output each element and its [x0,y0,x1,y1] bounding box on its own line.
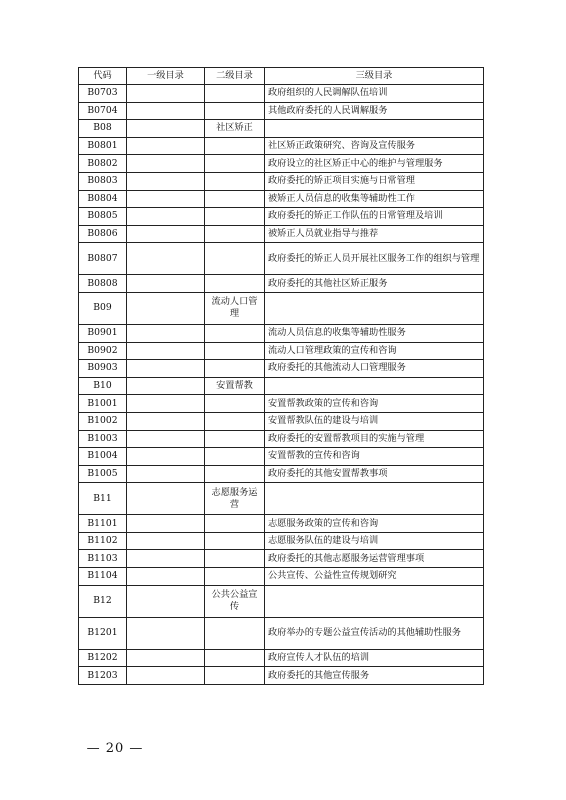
level2-cell [205,190,265,208]
level1-cell [127,617,205,649]
table-row [79,568,484,586]
table-row [79,617,484,649]
level2-cell [205,342,265,360]
level2-cell [205,208,265,226]
table-row [79,649,484,667]
level2-cell [205,102,265,120]
table-row [79,550,484,568]
level1-cell [127,85,205,103]
code-cell: B1201 [79,617,127,649]
level3-cell: 志愿服务队伍的建设与培训 [265,532,484,550]
level1-cell [127,395,205,413]
level2-cell [205,243,265,275]
code-cell: B0704 [79,102,127,120]
table-row [79,275,484,293]
code-cell: B1005 [79,465,127,483]
table-row [79,324,484,342]
code-cell: B0806 [79,225,127,243]
level3-cell: 政府委托的其他社区矫正服务 [265,275,484,293]
page-number: — 20 — [86,741,144,756]
code-cell: B1202 [79,649,127,667]
level2-cell: 安置帮教 [205,377,265,395]
code-cell: B1101 [79,515,127,533]
code-cell: B0801 [79,137,127,155]
level1-cell [127,412,205,430]
level2-cell [205,649,265,667]
level3-cell: 政府委托的矫正工作队伍的日常管理及培训 [265,208,484,226]
table-row [79,190,484,208]
level3-cell: 政府委托的矫正项目实施与日常管理 [265,172,484,190]
level2-cell [205,515,265,533]
level1-cell [127,225,205,243]
level2-cell [205,667,265,685]
level2-cell [205,360,265,378]
level2-cell [205,465,265,483]
code-cell: B0805 [79,208,127,226]
code-cell: B1102 [79,532,127,550]
code-cell: B0902 [79,342,127,360]
level3-cell: 政府举办的专题公益宣传活动的其他辅助性服务 [265,617,484,649]
table-row [79,412,484,430]
level2-cell [205,324,265,342]
level1-cell [127,465,205,483]
code-cell: B0807 [79,243,127,275]
table-row [79,515,484,533]
code-cell: B0901 [79,324,127,342]
level3-cell [265,377,484,395]
header-level3: 三级目录 [265,68,484,85]
table-row [79,102,484,120]
code-cell: B1004 [79,448,127,466]
code-cell: B0802 [79,155,127,173]
table-body [79,85,484,685]
table-row [79,120,484,138]
table-row [79,360,484,378]
level2-cell [205,275,265,293]
table-row [79,292,484,324]
level2-cell [205,532,265,550]
level2-cell [205,155,265,173]
header-level2: 二级目录 [205,68,265,85]
level1-cell [127,550,205,568]
level1-cell [127,430,205,448]
level3-cell [265,120,484,138]
level2-cell [205,448,265,466]
level3-cell: 社区矫正政策研究、咨询及宣传服务 [265,137,484,155]
level3-cell: 政府委托的其他志愿服务运营管理事项 [265,550,484,568]
table-row [79,465,484,483]
code-cell: B1203 [79,667,127,685]
level2-cell [205,85,265,103]
level1-cell [127,292,205,324]
level1-cell [127,120,205,138]
level1-cell [127,448,205,466]
table-row [79,85,484,103]
code-cell: B1001 [79,395,127,413]
level3-cell: 政府宣传人才队伍的培训 [265,649,484,667]
level1-cell [127,360,205,378]
header-row [79,68,484,85]
level1-cell [127,377,205,395]
code-cell: B09 [79,292,127,324]
level1-cell [127,208,205,226]
level3-cell [265,483,484,515]
level1-cell [127,342,205,360]
level1-cell [127,243,205,275]
level3-cell: 政府委托的安置帮教项目的实施与管理 [265,430,484,448]
table-header [79,68,484,85]
table-row [79,532,484,550]
table-row [79,483,484,515]
level3-cell: 其他政府委托的人民调解服务 [265,102,484,120]
level3-cell [265,292,484,324]
code-cell: B0808 [79,275,127,293]
level3-cell: 被矫正人员就业指导与推荐 [265,225,484,243]
table-row [79,137,484,155]
code-cell: B0803 [79,172,127,190]
level3-cell: 政府委托的其他宣传服务 [265,667,484,685]
code-cell: B10 [79,377,127,395]
code-cell: B0804 [79,190,127,208]
level1-cell [127,568,205,586]
level3-cell [265,585,484,617]
level3-cell: 安置帮教的宣传和咨询 [265,448,484,466]
level2-cell [205,550,265,568]
code-cell: B0903 [79,360,127,378]
level2-cell [205,395,265,413]
level2-cell: 志愿服务运营 [205,483,265,515]
table-row [79,448,484,466]
level3-cell: 安置帮教政策的宣传和咨询 [265,395,484,413]
table-row [79,155,484,173]
level2-cell [205,617,265,649]
level1-cell [127,532,205,550]
catalog-table [78,67,484,685]
code-cell: B1104 [79,568,127,586]
level1-cell [127,483,205,515]
code-cell: B1002 [79,412,127,430]
level3-cell: 公共宣传、公益性宣传规划研究 [265,568,484,586]
level1-cell [127,667,205,685]
level1-cell [127,515,205,533]
level3-cell: 政府组织的人民调解队伍培训 [265,85,484,103]
level1-cell [127,324,205,342]
level2-cell [205,568,265,586]
level1-cell [127,137,205,155]
code-cell: B11 [79,483,127,515]
level3-cell: 流动人员信息的收集等辅助性服务 [265,324,484,342]
code-cell: B1103 [79,550,127,568]
table-row [79,208,484,226]
level1-cell [127,102,205,120]
level2-cell: 流动人口管理 [205,292,265,324]
level3-cell: 政府委托的其他流动人口管理服务 [265,360,484,378]
level2-cell [205,172,265,190]
level3-cell: 安置帮教队伍的建设与培训 [265,412,484,430]
level1-cell [127,649,205,667]
level2-cell [205,430,265,448]
table-row [79,243,484,275]
table-row [79,377,484,395]
level2-cell: 公共公益宣传 [205,585,265,617]
code-cell: B0703 [79,85,127,103]
table-row [79,342,484,360]
table-row [79,225,484,243]
code-cell: B12 [79,585,127,617]
level3-cell: 政府委托的其他安置帮教事项 [265,465,484,483]
level2-cell: 社区矫正 [205,120,265,138]
level3-cell: 流动人口管理政策的宣传和咨询 [265,342,484,360]
level1-cell [127,190,205,208]
level3-cell: 政府设立的社区矫正中心的维护与管理服务 [265,155,484,173]
table-row [79,172,484,190]
table-row [79,585,484,617]
level1-cell [127,155,205,173]
level2-cell [205,225,265,243]
level1-cell [127,275,205,293]
header-code: 代码 [79,68,127,85]
level1-cell [127,172,205,190]
code-cell: B08 [79,120,127,138]
table-row [79,430,484,448]
level2-cell [205,137,265,155]
code-cell: B1003 [79,430,127,448]
level1-cell [127,585,205,617]
table-row [79,667,484,685]
table-row [79,395,484,413]
level3-cell: 被矫正人员信息的收集等辅助性工作 [265,190,484,208]
level3-cell: 政府委托的矫正人员开展社区服务工作的组织与管理 [265,243,484,275]
level3-cell: 志愿服务政策的宣传和咨询 [265,515,484,533]
header-level1: 一级目录 [127,68,205,85]
level2-cell [205,412,265,430]
